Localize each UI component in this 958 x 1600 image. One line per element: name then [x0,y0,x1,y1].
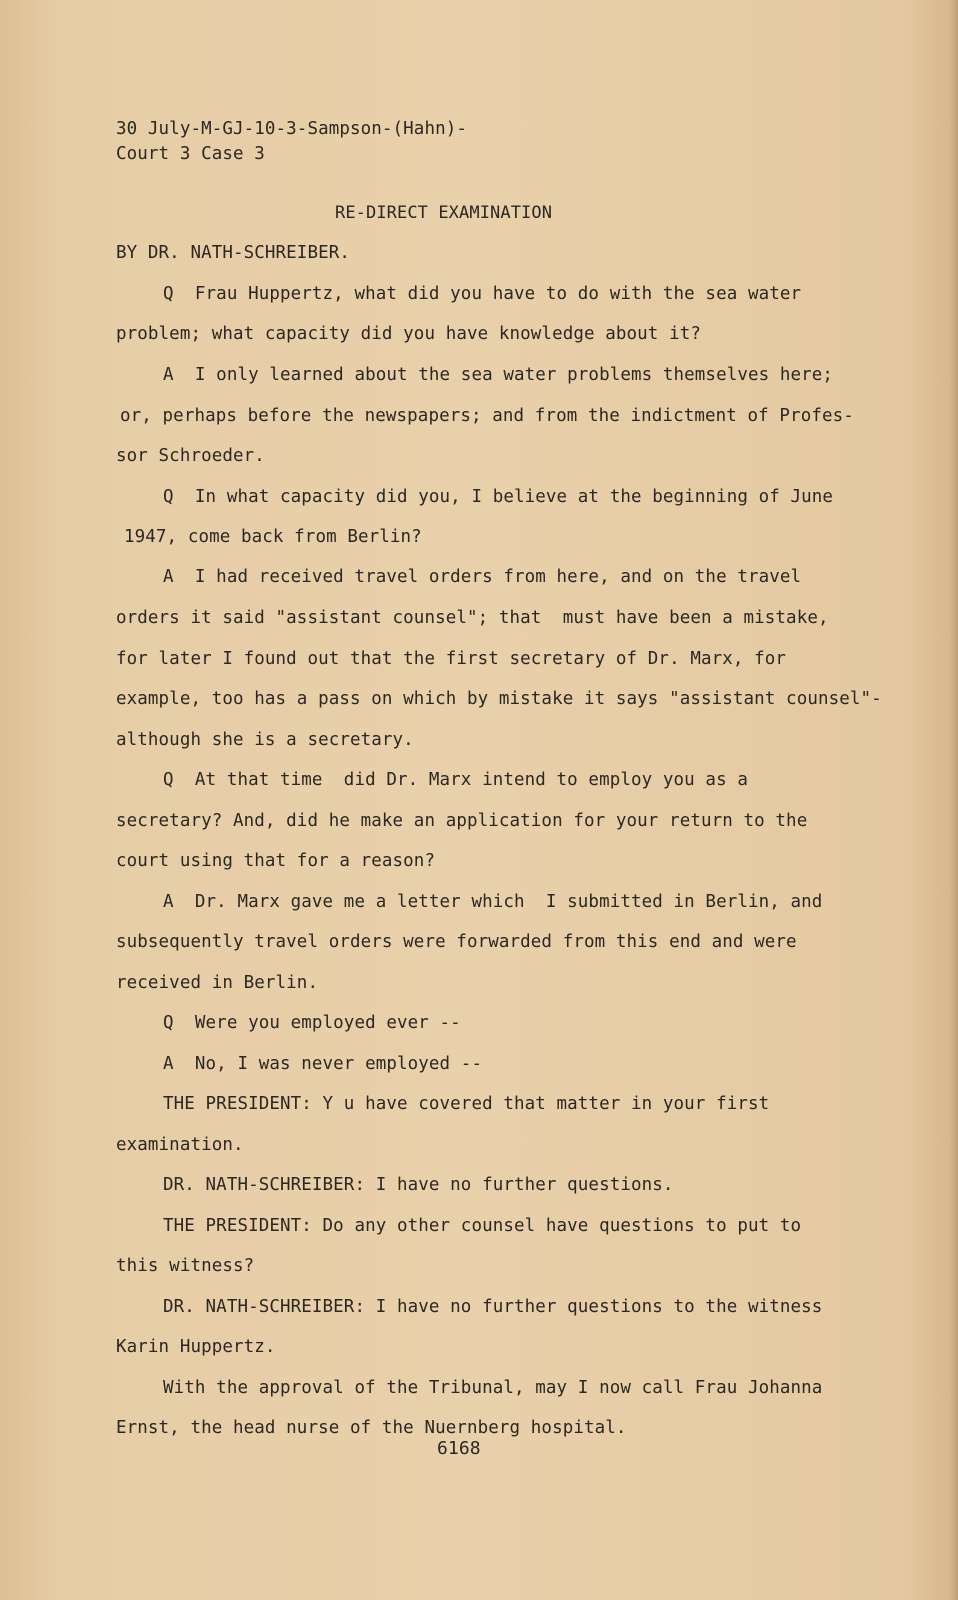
header-line-2: Court 3 Case 3 [116,144,265,164]
text-line: secretary? And, did he make an application for your return to the [116,811,808,831]
page-number: 6168 [437,1438,481,1459]
text-line: With the approval of the Tribunal, may I now call Frau Johanna [163,1378,823,1398]
text-line: court using that for a reason? [116,851,436,871]
text-line: DR. NATH-SCHREIBER: I have no further questions to the witness [163,1297,823,1317]
text-line: or, perhaps before the newspapers; and from the indictment of Profes- [120,406,854,426]
examiner-line: BY DR. NATH-SCHREIBER. [116,243,350,263]
text-line: subsequently travel orders were forwarded from this end and were [116,932,797,952]
text-line: Q Frau Huppertz, what did you have to do with the sea water [163,284,802,304]
text-line: examination. [116,1135,244,1155]
text-line: Ernst, the head nurse of the Nuernberg hospital. [116,1418,627,1438]
text-line: DR. NATH-SCHREIBER: I have no further questions. [163,1175,674,1195]
paper-edge [950,0,958,1600]
text-line: problem; what capacity did you have knowledge about it? [116,324,701,344]
text-line: although she is a secretary. [116,730,414,750]
text-line: A I had received travel orders from here, and on the travel [163,567,802,587]
text-line: Q Were you employed ever -- [163,1013,461,1033]
text-line: A I only learned about the sea water problems themselves here; [163,365,834,385]
header-line-1: 30 July-M-GJ-10-3-Sampson-(Hahn)- [116,119,467,139]
text-line: A No, I was never employed -- [163,1054,483,1074]
text-line: this witness? [116,1256,255,1276]
text-line: 1947, come back from Berlin? [124,527,422,547]
text-line: THE PRESIDENT: Do any other counsel have questions to put to [163,1216,802,1236]
text-line: orders it said "assistant counsel"; that must have been a mistake, [116,608,829,628]
text-line: Q In what capacity did you, I believe at the beginning of June [163,487,834,507]
text-line: Karin Huppertz. [116,1337,276,1357]
text-line: sor Schroeder. [116,446,265,466]
text-line: Q At that time did Dr. Marx intend to employ you as a [163,770,748,790]
text-line: received in Berlin. [116,973,319,993]
text-line: THE PRESIDENT: Y u have covered that matter in your first [163,1094,770,1114]
text-line: for later I found out that the first secretary of Dr. Marx, for [116,649,787,669]
section-title: RE-DIRECT EXAMINATION [335,203,553,223]
text-line: example, too has a pass on which by mistake it says "assistant counsel"- [116,689,882,709]
text-line: A Dr. Marx gave me a letter which I submitted in Berlin, and [163,892,823,912]
